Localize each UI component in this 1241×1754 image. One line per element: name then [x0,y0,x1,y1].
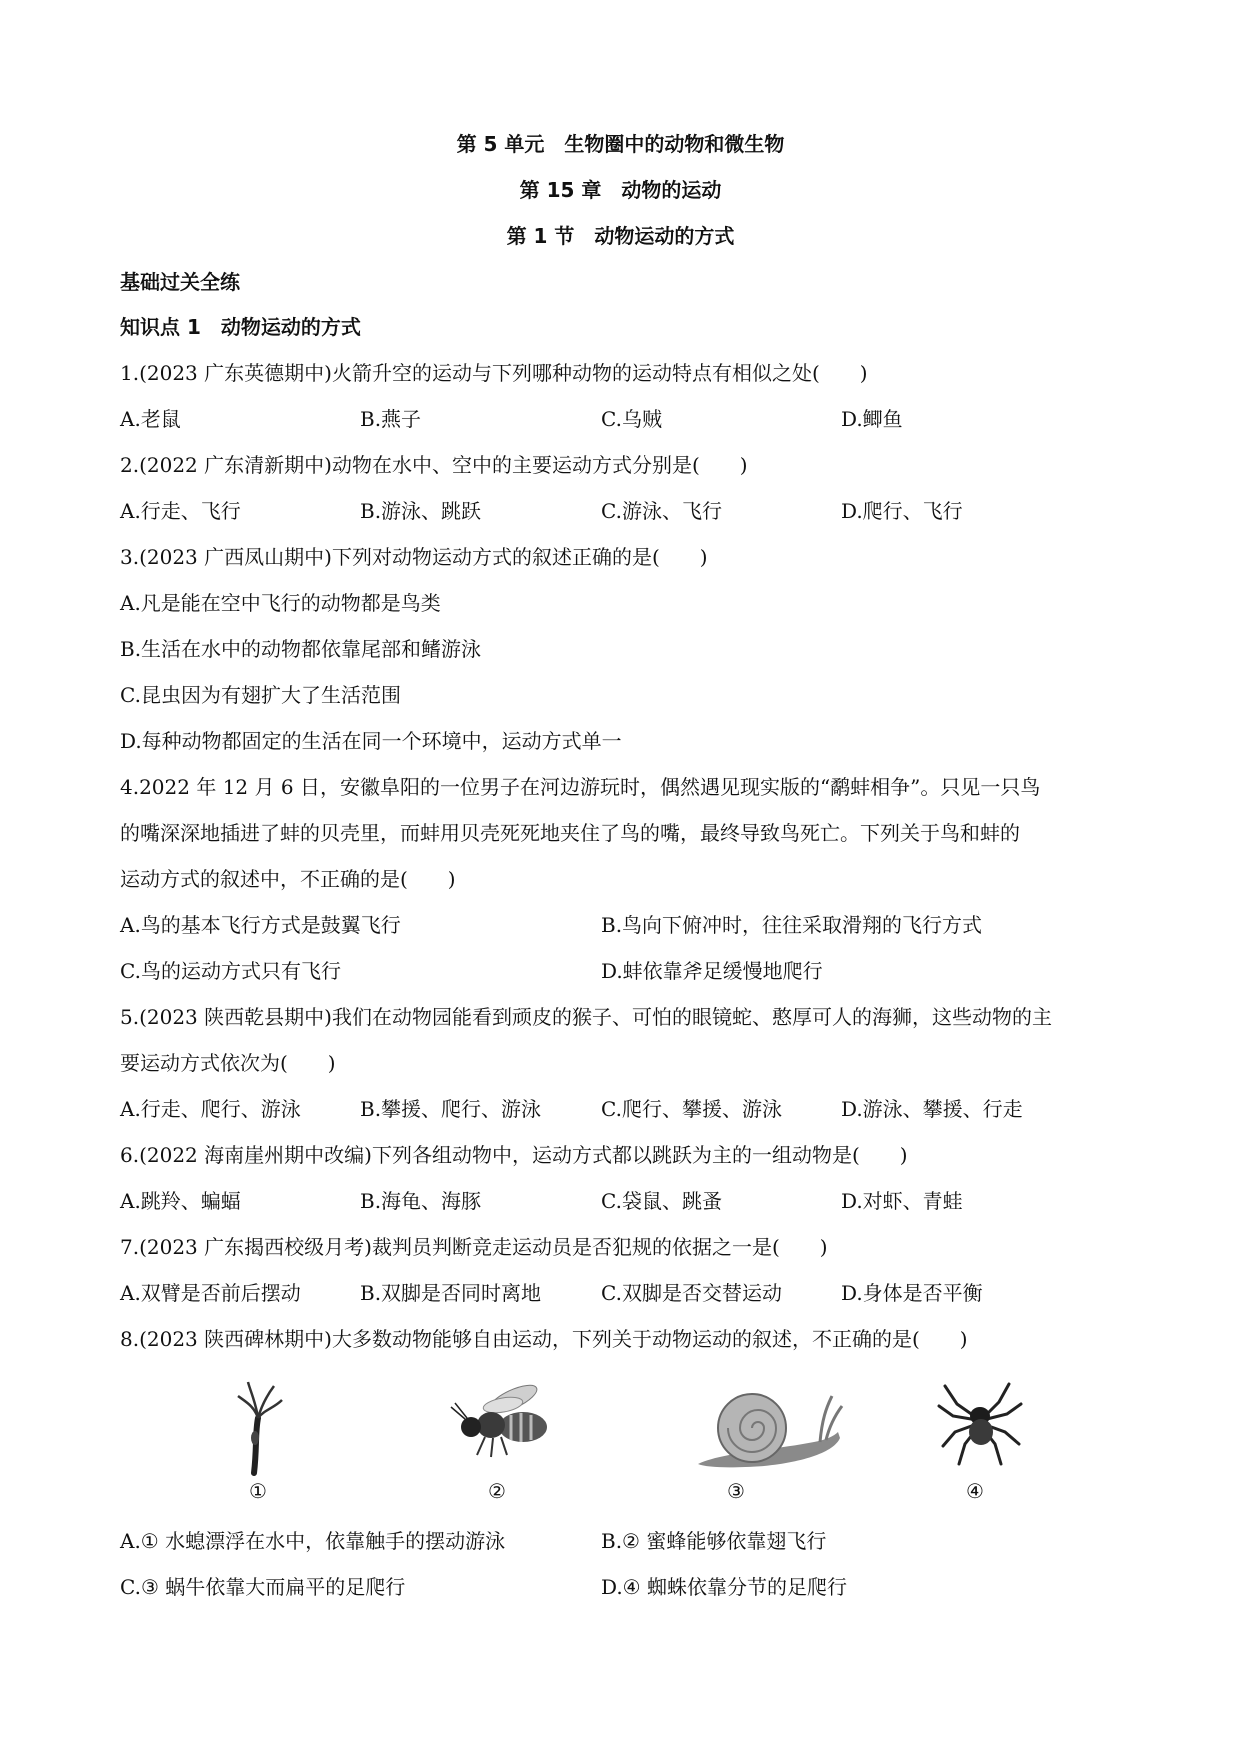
question-7-option-a: A.双臂是否前后摆动 [120,1281,301,1305]
question-7-stem: 7.(2023 广东揭西校级月考)裁判员判断竞走运动员是否犯规的依据之一是( ) [120,1235,828,1259]
question-4-stem-line-2: 的嘴深深地插进了蚌的贝壳里，而蚌用贝壳死死地夹住了鸟的嘴，最终导致鸟死亡。下列关于鸟和蚌的 [120,821,1020,845]
question-2-option-a: A.行走、飞行 [120,499,241,523]
question-6-option-b: B.海龟、海豚 [360,1189,482,1213]
question-6-stem: 6.(2022 海南崖州期中改编)下列各组动物中，运动方式都以跳跃为主的一组动物是( ) [120,1143,908,1167]
question-1-option-a: A.老鼠 [120,407,181,431]
figure-label-1: ① [249,1479,267,1503]
question-6-option-c: C.袋鼠、跳蚤 [601,1189,722,1213]
question-5-option-d: D.游泳、攀援、行走 [841,1097,1023,1121]
question-3-option-b: B.生活在水中的动物都依靠尾部和鳍游泳 [120,637,482,661]
bee-image [445,1383,550,1463]
section-heading-basic: 基础过关全练 [120,270,240,294]
question-4-option-a: A.鸟的基本飞行方式是鼓翼飞行 [120,913,401,937]
question-5-option-c: C.爬行、攀援、游泳 [601,1097,782,1121]
question-6-option-d: D.对虾、青蛙 [841,1189,963,1213]
question-2-stem: 2.(2022 广东清新期中)动物在水中、空中的主要运动方式分别是( ) [120,453,748,477]
question-4-option-c: C.鸟的运动方式只有飞行 [120,959,341,983]
question-4-option-d: D.蚌依靠斧足缓慢地爬行 [601,959,823,983]
hydra-image [228,1378,288,1478]
question-1-stem: 1.(2023 广东英德期中)火箭升空的运动与下列哪种动物的运动特点有相似之处( ) [120,361,868,385]
question-3-option-d: D.每种动物都固定的生活在同一个环境中，运动方式单一 [120,729,622,753]
question-8-option-a: A.① 水螅漂浮在水中，依靠触手的摆动游泳 [120,1529,506,1553]
question-3-option-c: C.昆虫因为有翅扩大了生活范围 [120,683,401,707]
question-2-option-c: C.游泳、飞行 [601,499,722,523]
spider-image [935,1378,1025,1468]
question-8-option-c: C.③ 蜗牛依靠大而扁平的足爬行 [120,1575,406,1599]
question-1-option-c: C.乌贼 [601,407,662,431]
question-5-stem-line-1: 5.(2023 陕西乾县期中)我们在动物园能看到顽皮的猴子、可怕的眼镜蛇、憨厚可人的海狮，这些动物的主 [120,1005,1052,1029]
question-7-option-d: D.身体是否平衡 [841,1281,983,1305]
chapter-title: 第 15 章 动物的运动 [519,178,722,202]
knowledge-point-heading: 知识点 1 动物运动的方式 [120,315,361,339]
question-5-stem-line-2: 要运动方式依次为( ) [120,1051,336,1075]
figure-label-3: ③ [727,1479,745,1503]
question-4-stem-line-3: 运动方式的叙述中，不正确的是( ) [120,867,456,891]
unit-title: 第 5 单元 生物圈中的动物和微生物 [456,132,785,156]
question-6-option-a: A.跳羚、蝙蝠 [120,1189,241,1213]
question-5-option-a: A.行走、爬行、游泳 [120,1097,301,1121]
question-7-option-c: C.双脚是否交替运动 [601,1281,782,1305]
question-4-stem-line-1: 4.2022 年 12 月 6 日，安徽阜阳的一位男子在河边游玩时，偶然遇见现实版的“鹬蚌相争”。只见一只鸟 [120,775,1041,799]
snail-image [694,1380,844,1470]
question-1-option-d: D.鲫鱼 [841,407,903,431]
question-2-option-b: B.游泳、跳跃 [360,499,482,523]
question-7-option-b: B.双脚是否同时离地 [360,1281,542,1305]
question-4-option-b: B.鸟向下俯冲时，往往采取滑翔的飞行方式 [601,913,983,937]
question-8-option-b: B.② 蜜蜂能够依靠翅飞行 [601,1529,827,1553]
question-3-option-a: A.凡是能在空中飞行的动物都是鸟类 [120,591,441,615]
figure-label-2: ② [488,1479,506,1503]
question-3-stem: 3.(2023 广西凤山期中)下列对动物运动方式的叙述正确的是( ) [120,545,708,569]
question-1-option-b: B.燕子 [360,407,422,431]
question-8-stem: 8.(2023 陕西碑林期中)大多数动物能够自由运动，下列关于动物运动的叙述，不正确的是( ) [120,1327,968,1351]
question-8-option-d: D.④ 蜘蛛依靠分节的足爬行 [601,1575,847,1599]
question-5-option-b: B.攀援、爬行、游泳 [360,1097,542,1121]
figure-label-4: ④ [966,1479,984,1503]
question-2-option-d: D.爬行、飞行 [841,499,963,523]
section-title: 第 1 节 动物运动的方式 [506,224,735,248]
